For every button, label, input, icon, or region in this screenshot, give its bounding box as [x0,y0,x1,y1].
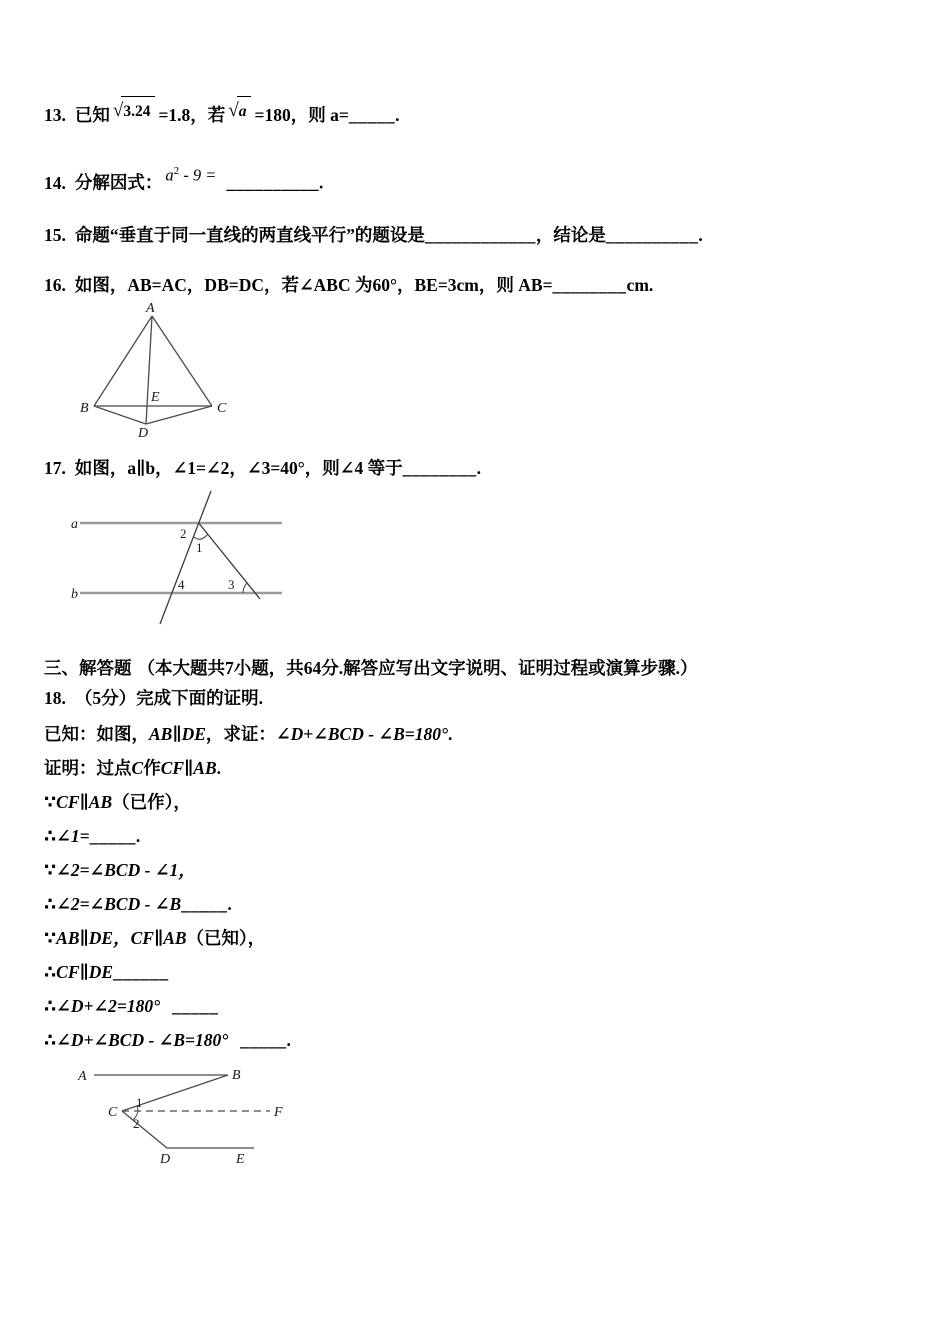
proof-math: ∵AB∥DE，CF∥AB [44,927,187,948]
label-point-E: E [151,389,160,405]
proof-step-8 [44,1029,910,1052]
segment-CD [146,406,212,424]
proof-text: 已知：如图， [44,723,149,744]
segment-BD [94,406,146,424]
proof-math: ∴∠D+∠BCD - ∠B=180° [44,1029,229,1050]
label-point-A: A [78,1068,87,1084]
question-14-number: 14. [44,172,66,193]
answer-blank: _____ [89,825,136,846]
proof-text: 证明：过点 [44,757,132,778]
proof-step-4 [44,893,910,916]
question-13-text: =180，则 a= [254,105,349,125]
label-angle-2: 2 [133,1115,140,1131]
radicand-a: a [237,96,252,127]
proof-text: （已知）， [186,927,266,948]
label-line-b: b [71,586,78,602]
parallel-lines-figure [70,489,295,629]
proof-math: ∴∠1= [44,825,90,846]
proof-step-3 [44,859,910,882]
answer-blank: ____________ [424,224,536,245]
math-exponent: 2 [173,165,180,177]
proof-step-7 [44,995,910,1018]
segment-AC [152,316,212,406]
proof-text: . [135,825,141,846]
label-point-D: D [138,425,149,438]
question-14 [44,156,910,198]
triangle-figure [80,300,280,438]
label-point-C: C [108,1104,118,1120]
proof-math: ∴CF∥DE [44,961,114,982]
section-3-note: （本大题共7小题，共64分.解答应写出文字说明、证明过程或演算步骤.） [137,657,698,678]
radical-icon: √ [112,100,124,121]
question-18-intro [44,684,910,712]
proof-figure [74,1062,314,1167]
proof-step-6 [44,961,910,984]
math-rest: - 9 = [179,165,221,185]
answer-blank: _____ [348,105,396,125]
answer-blank: __________ [226,172,320,193]
question-13-text: . [395,105,400,125]
angle-1-arc [194,534,208,539]
question-13 [44,96,910,130]
question-16-text: cm. [626,274,654,295]
question-15-text: 命题“垂直于同一直线的两直线平行”的题设是 [74,224,425,245]
question-18-number: 18. [44,687,66,708]
label-angle-4: 4 [178,576,185,592]
proof-math: C [131,757,144,778]
question-15 [44,220,910,250]
section-3-title: 三、解答题 [44,657,132,678]
proof-start-line [44,757,910,780]
question-15-text: . [698,224,703,245]
answer-blank: _____ [240,1029,287,1050]
radicand-324: 3.24 [121,96,155,127]
question-13-number: 13. [44,105,66,125]
question-16-number: 16. [44,274,66,295]
label-point-A: A [146,300,155,316]
answer-blank: __________ [605,224,699,245]
question-16 [44,270,910,300]
question-18-text: （5分）完成下面的证明. [74,687,263,708]
proof-text: 作 [143,757,161,778]
proof-text: . [447,723,453,744]
angle-3-arc [243,582,247,592]
answer-blank: ________ [402,457,477,478]
proof-text: . [216,757,222,778]
figure-q16-triangle [80,300,910,443]
proof-math: ∴∠D+∠2=180° [44,995,161,1016]
segment-CD [122,1111,167,1148]
proof-math: ∵CF∥AB [44,791,113,812]
sqrt-expression-a [228,96,251,127]
label-angle-1: 1 [136,1094,143,1110]
proof-step-5 [44,927,910,950]
question-17-text: 如图，a∥b，∠1=∠2，∠3=40°，则∠4 等于 [74,457,403,478]
proof-known-line [44,723,910,746]
question-17-number: 17. [44,457,66,478]
math-variable: a [165,165,174,185]
segment-AB [94,316,152,406]
proof-text: （已作）， [112,791,191,812]
proof-text: . [227,893,232,914]
answer-blank: ______ [113,961,169,982]
proof-step-1 [44,791,910,814]
sqrt-expression-324 [113,96,156,127]
proof-math: ∵∠2=∠BCD - ∠1， [44,859,196,880]
label-point-C: C [217,400,227,416]
proof-math: ∠D+∠BCD - ∠B=180° [275,723,448,744]
label-point-D: D [160,1151,171,1167]
figure-q17-parallel-lines [70,489,910,634]
radical-icon: √ [228,100,239,121]
label-line-a: a [71,516,78,532]
question-14-text: 分解因式： [74,172,163,193]
proof-math: AB∥DE [149,723,206,744]
label-point-B: B [232,1067,241,1083]
question-17 [44,453,910,483]
answer-blank: _____ [172,995,219,1016]
proof-text: . [286,1029,291,1050]
segment-AD [146,316,152,424]
question-15-text: ，结论是 [535,224,606,245]
factoring-expression [165,156,220,191]
label-point-E: E [236,1151,245,1167]
figure-q18-proof-diagram [74,1062,910,1172]
label-angle-1: 1 [196,539,203,555]
proof-math: CF∥AB [160,757,217,778]
question-17-text: . [476,457,481,478]
answer-blank: _____ [181,893,228,914]
proof-text: ，求证： [205,723,276,744]
question-13-text: =1.8，若 [158,105,226,125]
question-18-proof [44,723,910,1052]
question-15-number: 15. [44,224,66,245]
label-angle-3: 3 [228,576,235,592]
transversal-line [160,491,211,624]
question-13-text: 已知 [74,105,110,125]
label-angle-2: 2 [180,525,187,541]
question-14-text: . [319,172,324,193]
proof-step-2 [44,825,910,848]
proof-math: ∴∠2=∠BCD - ∠B [44,893,182,914]
section-3-heading [44,654,910,682]
label-point-B: B [80,400,89,416]
label-point-F: F [274,1104,283,1120]
answer-blank: ________ [552,274,627,295]
question-16-text: 如图，AB=AC，DB=DC，若∠ABC 为60°，BE=3cm，则 AB= [74,274,553,295]
